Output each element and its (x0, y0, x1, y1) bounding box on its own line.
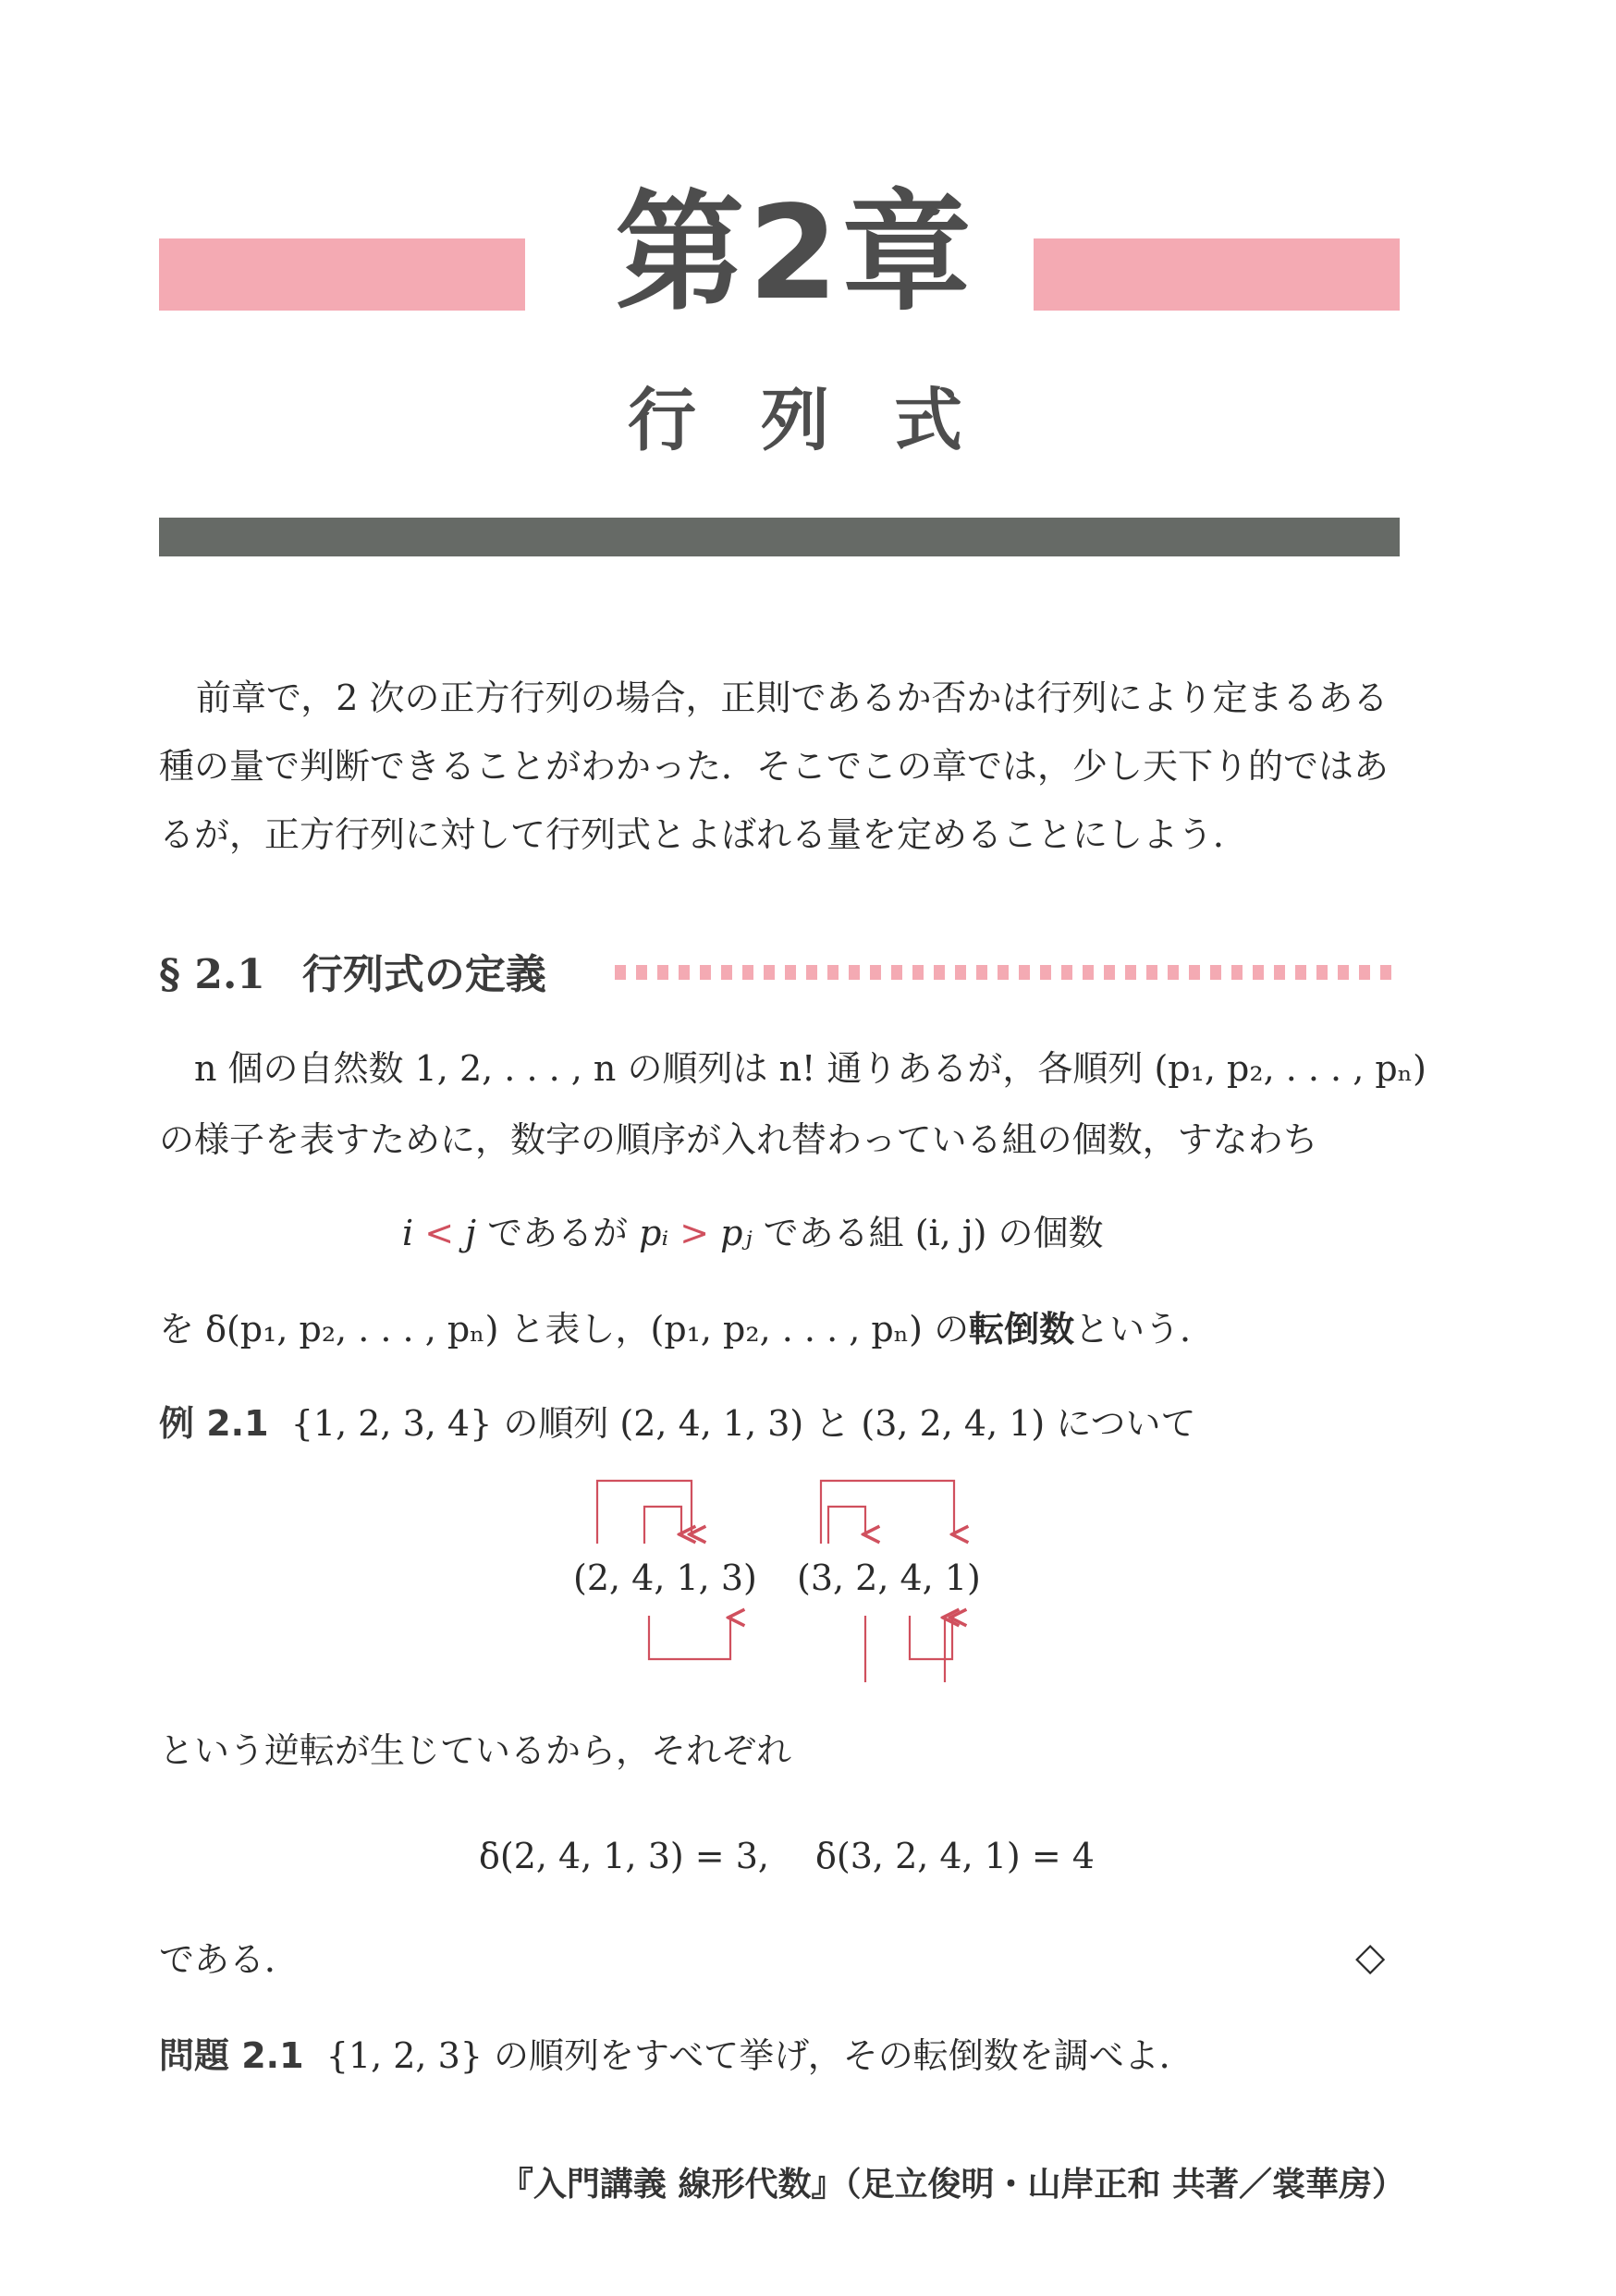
chapter-subtitle: 行列式 (628, 381, 1027, 460)
display-end-text: である組 (i, j) の個数 (752, 1213, 1104, 1253)
permutation-2: (3, 2, 4, 1) (797, 1557, 981, 1598)
display-pj: pⱼ (720, 1213, 753, 1253)
display-mid-text: であるが (475, 1213, 640, 1253)
definition-term: 転倒数 (969, 1309, 1075, 1350)
chapter-title: 第2章 (615, 178, 975, 329)
inversion-diagram (555, 1470, 1035, 1682)
body-line-2: の様子を表すために，数字の順序が入れ替わっている組の個数，すなわち (159, 1119, 1318, 1160)
inversion-arrow-4-1 (644, 1507, 681, 1544)
problem-text: {1, 2, 3} の順列をすべて挙げ，その転倒数を調べよ． (325, 2035, 1194, 2076)
example-after: という逆転が生じているから，それぞれ (159, 1730, 792, 1771)
example-end: である． (159, 1939, 300, 1980)
section-number: § 2.1 (159, 951, 265, 998)
section-heading (159, 941, 546, 1000)
example-line (159, 1398, 1196, 1449)
display-greater-than: > (679, 1213, 710, 1253)
example-text: {1, 2, 3, 4} の順列 (2, 4, 1, 3) と (3, 2, 4, 1) について (290, 1403, 1196, 1444)
inversion-arrow-2-1b (865, 1616, 945, 1682)
inversion-arrow-3-2 (828, 1507, 865, 1544)
book-citation-footer: 『入門講義 線形代数』（足立俊明・山岸正和 共著／裳華房） (499, 2166, 1405, 2204)
chapter-divider (159, 518, 1400, 556)
definition-pre: を δ(p₁, p₂, . . . , pₙ) と表し，(p₁, p₂, . . . , pₙ) の (159, 1309, 970, 1350)
display-less-than: < (424, 1213, 455, 1253)
section-title: 行列式の定義 (301, 951, 546, 998)
section-dotted-rule (615, 965, 1401, 980)
example-label: 例 2.1 (159, 1403, 269, 1444)
display-pi: pᵢ (639, 1213, 669, 1253)
problem-line (159, 2030, 1194, 2082)
intro-paragraph: 前章で，2 次の正方行列の場合，正則であるか否かは行列により定まるある種の量で判断できることがわかった．そこでこの章では，少し天下り的ではあるが，正方行列に対して行列式とよばれる量を定めることにしよう． (159, 678, 1390, 855)
display-condition (402, 1207, 1104, 1259)
end-of-example-mark: ◇ (1355, 1934, 1386, 1979)
problem-label: 問題 2.1 (159, 2035, 304, 2076)
chapter-left-bar (159, 238, 525, 311)
chapter-right-bar (1034, 238, 1400, 311)
body-line-1: n 個の自然数 1, 2, . . . , n の順列は n! 通りあるが，各順列 (p₁, p₂, . . . , pₙ) (194, 1048, 1426, 1089)
inversion-arrow-3-1 (821, 1481, 954, 1544)
display-i: i (402, 1213, 414, 1253)
example-equation: δ(2, 4, 1, 3) = 3, δ(3, 2, 4, 1) = 4 (479, 1836, 1095, 1876)
permutation-1: (2, 4, 1, 3) (573, 1557, 757, 1598)
definition-post: という． (1074, 1309, 1216, 1350)
definition-line (159, 1303, 1215, 1355)
inversion-arrow-4-3 (649, 1616, 730, 1659)
display-j: j (465, 1213, 476, 1253)
